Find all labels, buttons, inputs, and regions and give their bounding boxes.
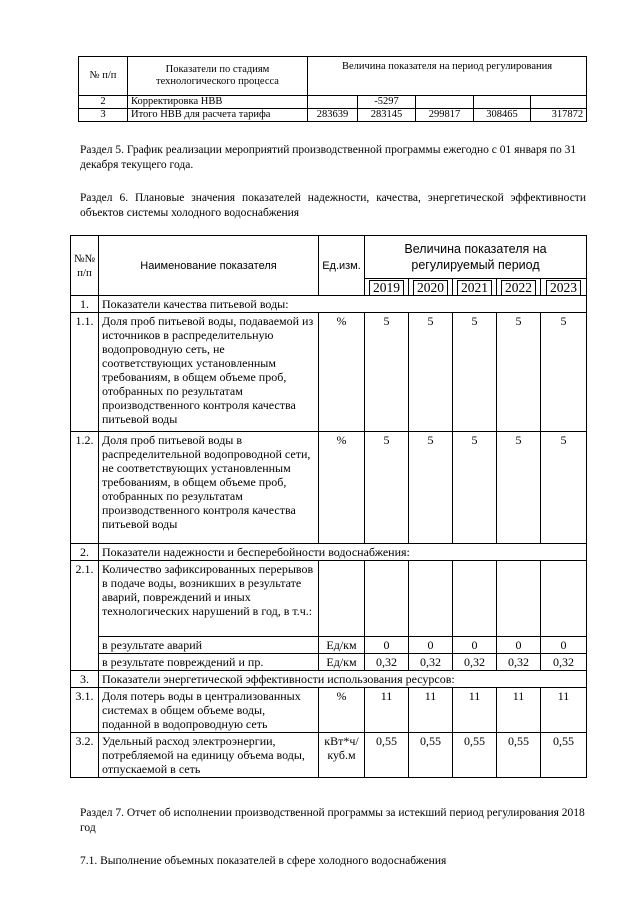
indicators-table [70, 235, 587, 778]
section-row: 3. Показатели энергетической эффективности использования ресурсов: [71, 671, 587, 688]
table-row: 3 Итого НВВ для расчета тарифа 283639 283145 299817 308465 317872 [79, 109, 587, 122]
section-5-text: Раздел 5. График реализации мероприятий производственной программы ежегодно с 01 января по 31 декабря текущего года. [80, 144, 577, 171]
table-row: 3.2. Удельный расход электроэнергии, потребляемой на единицу объема воды, отпускаемой в сеть кВт*ч/куб.м 0,55 0,55 0,55 0,55 0,55 [71, 733, 587, 778]
section-7-title: Раздел 7. Отчет об исполнении производственной программы за истекший период регулирования 2018 год [80, 807, 585, 834]
table-row: в результате аварий Ед/км 0 0 0 0 0 [71, 637, 587, 654]
table-row: 1.2. Доля проб питьевой воды в распределительной водопроводной сети, не соответствующих установленным требованиям, в общем объеме проб, отобранных по результатам производственного контроля качества питьевой воды % 5 5 5 5 5 [71, 432, 587, 544]
year-2019: 2019 [365, 279, 409, 296]
year-2022: 2022 [497, 279, 541, 296]
tariff-table [78, 56, 587, 122]
table-row: в результате повреждений и пр. Ед/км 0,32 0,32 0,32 0,32 0,32 [71, 654, 587, 671]
year-2023: 2023 [541, 279, 587, 296]
year-2020: 2020 [409, 279, 453, 296]
year-2021: 2021 [453, 279, 497, 296]
table-row: 2 Корректировка НВВ -5297 [79, 96, 587, 109]
header-unit: Ед.изм. [319, 236, 365, 296]
header-num: № п/п [79, 57, 128, 96]
table-row: 2.1. Количество зафиксированных перерывов в подаче воды, возникших в результате аварий, повреждений и иных технологических нарушений в год, в т.ч.: [71, 561, 587, 637]
header-value: Величина показателя на регулируемый период [365, 236, 587, 279]
header-value: Величина показателя на период регулирования [308, 57, 587, 96]
section-row: 2. Показатели надежности и бесперебойности водоснабжения: [71, 544, 587, 561]
header-name: Наименование показателя [99, 236, 319, 296]
table-row: 3.1. Доля потерь воды в централизованных системах в общем объеме воды, поданной в водопроводную сеть % 11 11 11 11 11 [71, 688, 587, 733]
section-7-1-title: 7.1. Выполнение объемных показателей в сфере холодного водоснабжения [80, 855, 447, 867]
section-6-title: Раздел 6. Плановые значения показателей надежности, качества, энергетической эффективности объектов системы холодного водоснабжения [80, 192, 586, 219]
table-row: 1.1. Доля проб питьевой воды, подаваемой из источников в распределительную водопроводную сеть, не соответствующих установленным требованиям, в общем объеме проб, отобранных по результатам производственного контроля качества питьевой воды % 5 5 5 5 5 [71, 313, 587, 432]
section-row: 1. Показатели качества питьевой воды: [71, 296, 587, 313]
header-num: №№ п/п [71, 236, 99, 296]
header-stage: Показатели по стадиям технологического процесса [128, 57, 308, 96]
